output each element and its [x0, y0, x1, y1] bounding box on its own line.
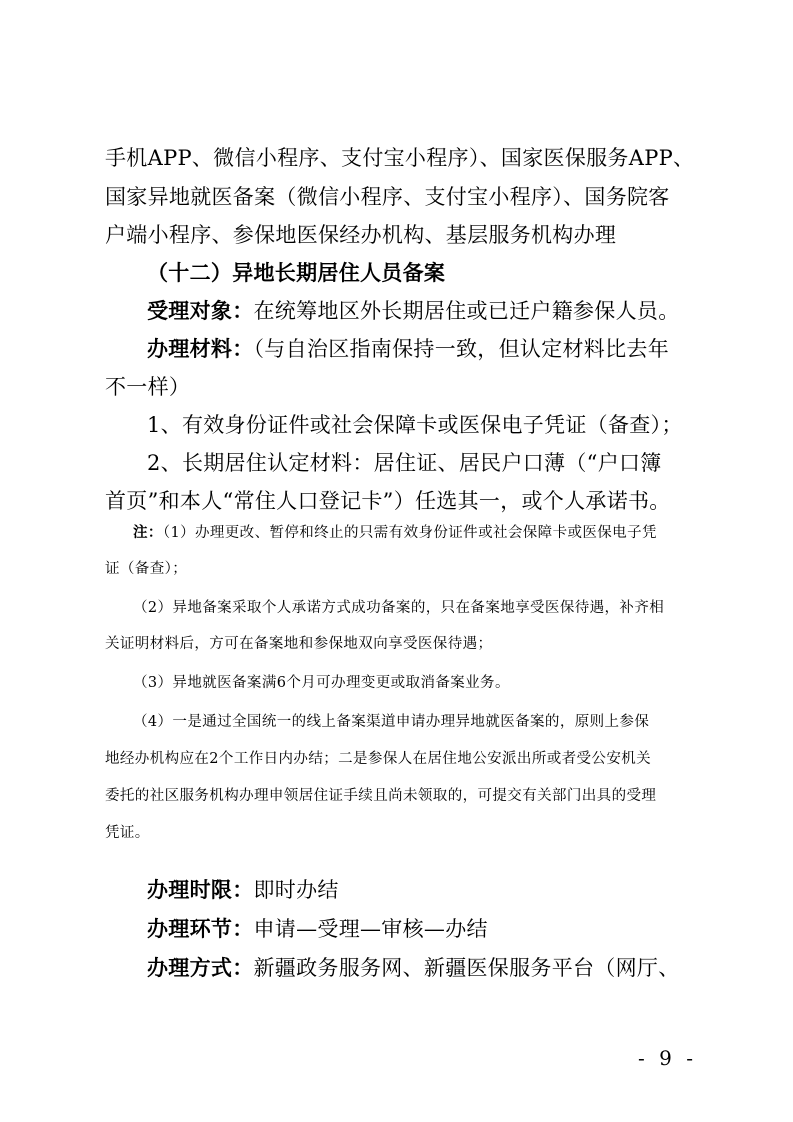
body-line-2: 国家异地就医备案（微信小程序、支付宝小程序）、国务院客: [105, 185, 670, 209]
note-4-line-2: 地经办机构应在2个工作日内办结；二是参保人在居住地公安派出所或者受公安机关: [105, 751, 652, 767]
note-3: （3）异地就医备案满6个月可办理变更或取消备案业务。: [133, 675, 510, 691]
steps-line: [147, 914, 488, 944]
materials-line: [147, 334, 669, 364]
note-label: 注：: [133, 524, 163, 541]
target-line: [147, 296, 680, 326]
material-item-2: 2、长期居住认定材料：居住证、居民户口薄（“户口簿: [147, 451, 662, 475]
time-limit-text: 即时办结: [253, 878, 339, 902]
material-item-1: 1、有效身份证件或社会保障卡或医保电子凭证（备查）；: [147, 413, 683, 437]
materials-line-2: 不一样）: [105, 375, 191, 399]
materials-label: 办理材料：: [147, 336, 254, 361]
method-text: 新疆政务服务网、新疆医保服务平台（网厅、: [253, 956, 680, 980]
note-2-line-2: 关证明材料后，方可在备案地和参保地双向享受医保待遇；: [105, 636, 493, 652]
time-limit-label: 办理时限：: [147, 877, 254, 902]
target-text: 在统筹地区外长期居住或已迁户籍参保人员。: [253, 299, 680, 323]
note-4-line-4: 凭证。: [105, 825, 150, 841]
time-limit-line: [147, 875, 339, 905]
material-item-2-cont: 首页”和本人“常住人口登记卡”）任选其一，或个人承诺书。: [105, 489, 671, 513]
steps-label: 办理环节：: [147, 916, 254, 941]
note-1-text: （1）办理更改、暂停和终止的只需有效身份证件或社会保障卡或医保电子凭: [162, 525, 657, 541]
note-4-line-3: 委托的社区服务机构办理申领居住证手续且尚未领取的，可提交有关部门出具的受理: [105, 788, 657, 804]
page-number: - 9 -: [638, 1046, 697, 1070]
steps-text: 申请—受理—审核—办结: [253, 917, 488, 941]
note-1-line-1: [133, 521, 657, 545]
method-label: 办理方式：: [147, 955, 254, 980]
section-title: （十二）异地长期居住人员备案: [147, 260, 446, 285]
note-2-line-1: （2）异地备案采取个人承诺方式成功备案的，只在备案地享受医保待遇，补齐相: [133, 600, 665, 616]
body-line-1: 手机APP、微信小程序、支付宝小程序）、国家医保服务APP、: [105, 146, 695, 170]
method-line: [147, 953, 680, 983]
target-label: 受理对象：: [147, 298, 254, 323]
body-line-3: 户端小程序、参保地医保经办机构、基层服务机构办理: [105, 223, 617, 247]
materials-text: （与自治区指南保持一致，但认定材料比去年: [253, 337, 669, 361]
note-1-line-2: 证（备查）；: [105, 561, 188, 577]
note-4-line-1: （4）一是通过全国统一的线上备案渠道申请办理异地就医备案的，原则上参保: [133, 714, 650, 730]
